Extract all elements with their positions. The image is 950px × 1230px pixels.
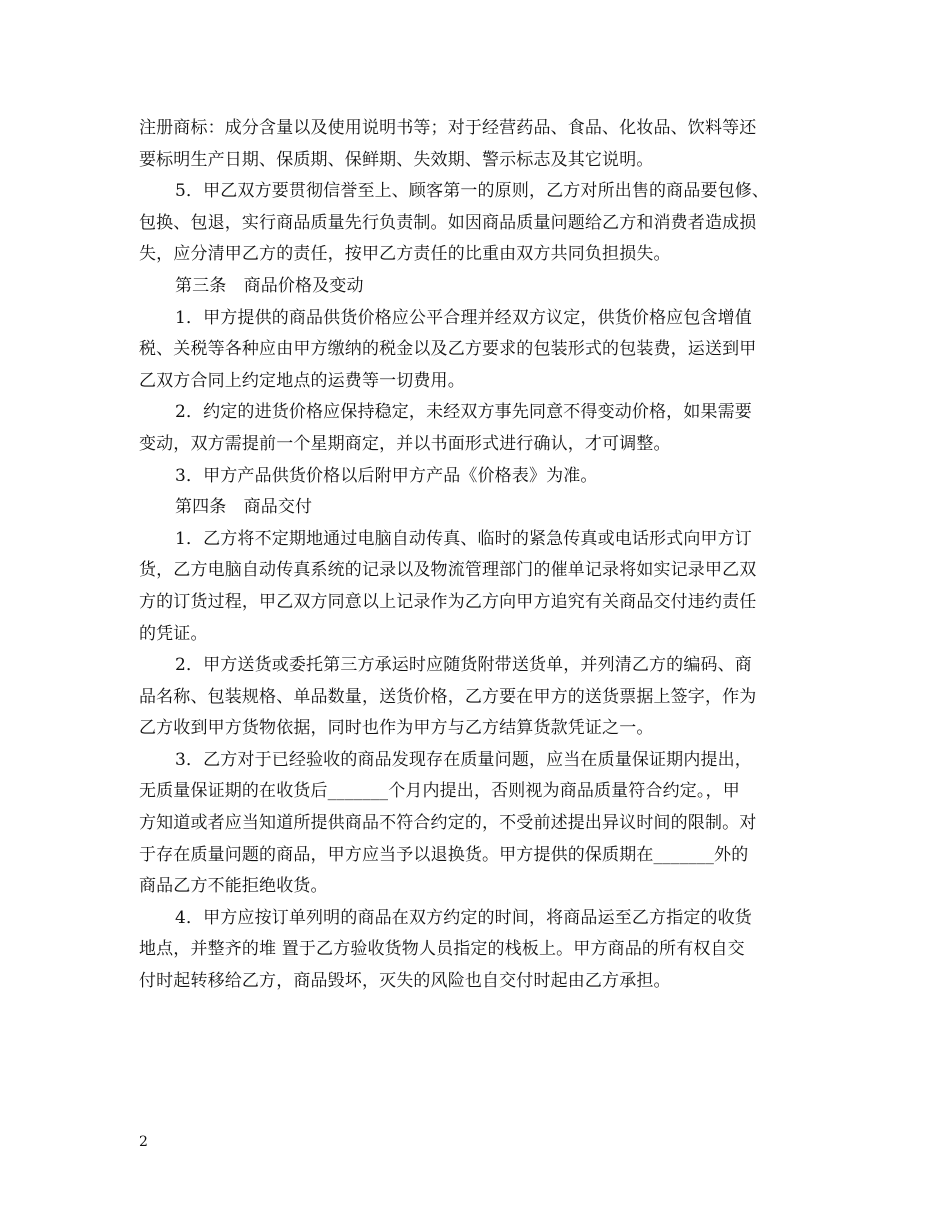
body-line: 于存在质量问题的商品，甲方应当予以退换货。甲方提供的保质期在_______外的 [139,844,749,865]
body-line: 方知道或者应当知道所提供商品不符合约定的，不受前述提出异议时间的限制。对 [139,813,757,834]
body-line: 乙双方合同上约定地点的运费等一切费用。 [139,370,465,391]
body-line: 变动，双方需提前一个星期商定，并以书面形式进行确认，才可调整。 [139,433,671,454]
clause-line: 3．甲方产品供货价格以后附甲方产品《价格表》为准。 [175,465,598,486]
page-number: 2 [139,1134,148,1150]
body-line: 品名称、包装规格、单品数量，送货价格，乙方要在甲方的送货票据上签字，作为 [139,686,757,707]
clause-line: 2．甲方送货或委托第三方承运时应随货附带送货单，并列清乙方的编码、商 [175,655,752,676]
article-heading-4: 第四条 商品交付 [175,497,313,518]
article-heading-3: 第三条 商品价格及变动 [175,275,364,296]
clause-line: 5．甲乙双方要贯彻信誉至上、顾客第一的原则，乙方对所出售的商品要包修、 [175,181,770,202]
clause-line: 1．乙方将不定期地通过电脑自动传真、临时的紧急传真或电话形式向甲方订 [175,528,752,549]
body-line: 地点，并整齐的堆 置于乙方验收货物人员指定的栈板上。甲方商品的所有权自交 [139,939,745,960]
body-line: 包换、包退，实行商品质量先行负责制。如因商品质量问题给乙方和消费者造成损 [139,212,757,233]
body-line: 失，应分清甲乙方的责任，按甲乙方责任的比重由双方共同负担损失。 [139,244,671,265]
body-line: 的凭证。 [139,623,208,644]
body-line: 付时起转移给乙方，商品毁坏，灭失的风险也自交付时起由乙方承担。 [139,971,671,992]
body-line: 注册商标：成分含量以及使用说明书等；对于经营药品、食品、化妆品、饮料等还 [139,118,757,138]
clause-line: 1．甲方提供的商品供货价格应公平合理并经双方议定，供货价格应包含增值 [175,307,752,328]
contract-body [139,113,819,998]
body-line: 货，乙方电脑自动传真系统的记录以及物流管理部门的催单记录将如实记录甲乙双 [139,560,757,581]
clause-line: 3．乙方对于已经验收的商品发现存在质量问题，应当在质量保证期内提出， [175,749,752,770]
body-line: 商品乙方不能拒绝收货。 [139,876,328,897]
clause-line: 2．约定的进货价格应保持稳定，未经双方事先同意不得变动价格，如果需要 [175,402,752,423]
body-line: 税、关税等各种应由甲方缴纳的税金以及乙方要求的包装形式的包装费，运送到甲 [139,339,757,360]
body-line: 无质量保证期的在收货后_______个月内提出，否则视为商品质量符合约定。，甲 [139,781,740,802]
body-line: 乙方收到甲方货物依据，同时也作为甲方与乙方结算货款凭证之一。 [139,718,654,739]
clause-line: 4．甲方应按订单列明的商品在双方约定的时间，将商品运至乙方指定的收货 [175,907,752,928]
body-line: 要标明生产日期、保质期、保鲜期、失效期、警示标志及其它说明。 [139,149,654,170]
body-line: 方的订货过程，甲乙双方同意以上记录作为乙方向甲方追究有关商品交付违约责任 [139,591,757,612]
